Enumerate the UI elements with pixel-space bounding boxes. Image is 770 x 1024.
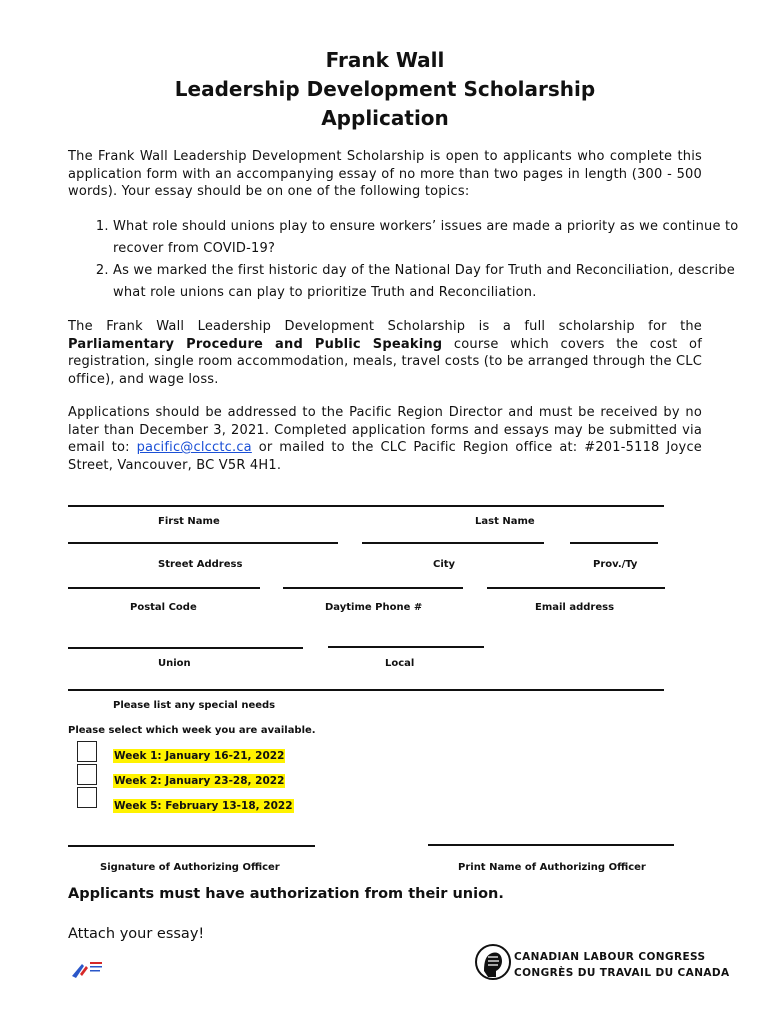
select-week-label: Please select which week you are available.: [68, 725, 316, 736]
union-label-logo-icon: [70, 956, 106, 980]
intro-paragraph: The Frank Wall Leadership Development Scholarship is open to applicants who complete this application form with an accompanying essay of no more than two pages in length (300 - 500 words). Your essay should be on one of the following topics:: [68, 149, 702, 199]
union-label: Union: [158, 658, 191, 669]
daytime-phone-line[interactable]: [283, 587, 463, 589]
signature-label: Signature of Authorizing Officer: [100, 862, 280, 873]
title-line-2: Leadership Development Scholarship: [174, 77, 596, 101]
title-line-3: Application: [321, 106, 449, 130]
authorization-note: Applicants must have authorization from their union.: [68, 886, 504, 902]
week-1-option: Week 1: January 16-21, 2022: [114, 750, 285, 762]
scholarship-text-after: course which covers the cost of registration, single room accommodation, meals, travel costs (to be arranged through the CLC office), and wage loss.: [68, 336, 702, 387]
title-line-1: Frank Wall: [325, 48, 445, 72]
special-needs-line[interactable]: [68, 689, 664, 691]
city-label: City: [433, 559, 456, 570]
applications-text-before: Applications should be addressed to the Pacific Region Director and must be received by no later than December 3, 2021. Completed application forms and essays may be submitted via email to:: [68, 405, 702, 455]
street-address-line[interactable]: [68, 542, 338, 544]
postal-code-label: Postal Code: [130, 602, 197, 613]
applications-paragraph: [68, 404, 702, 474]
topic-item: 1. What role should unions play to ensure workers’ issues are made a priority as we continue to recover from COVID-19?: [113, 216, 747, 260]
city-line[interactable]: [362, 542, 544, 544]
scholarship-text-before: The Frank Wall Leadership Development Scholarship is a full scholarship for the: [68, 319, 702, 334]
week-2-option: Week 2: January 23-28, 2022: [114, 775, 285, 787]
local-label: Local: [385, 658, 415, 669]
attach-note: Attach your essay!: [68, 926, 205, 942]
clc-name-english: CANADIAN LABOUR CONGRESS: [514, 951, 706, 963]
week-1-checkbox[interactable]: [77, 741, 97, 762]
province-line[interactable]: [570, 542, 658, 544]
topics-list: [68, 216, 747, 304]
applications-text-after: or mailed to the CLC Pacific Region office at: #201-5118 Joyce Street, Vancouver, BC V5R 4H1.: [68, 440, 702, 473]
page-title: [0, 46, 770, 133]
local-line[interactable]: [328, 646, 484, 648]
week-5-checkbox[interactable]: [77, 787, 97, 808]
print-name-label: Print Name of Authorizing Officer: [458, 862, 646, 873]
special-needs-label: Please list any special needs: [113, 700, 276, 711]
first-name-label: First Name: [158, 516, 220, 527]
scholarship-paragraph: [68, 318, 702, 388]
province-label: Prov./Ty: [593, 559, 638, 570]
daytime-phone-label: Daytime Phone #: [325, 602, 423, 613]
postal-code-line[interactable]: [68, 587, 260, 589]
street-address-label: Street Address: [158, 559, 243, 570]
email-link[interactable]: pacific@clcctc.ca: [136, 440, 252, 455]
union-line[interactable]: [68, 647, 303, 649]
last-name-label: Last Name: [475, 516, 535, 527]
email-address-label: Email address: [535, 602, 615, 613]
email-address-line[interactable]: [487, 587, 665, 589]
week-2-checkbox[interactable]: [77, 764, 97, 785]
name-field-line[interactable]: [68, 505, 664, 507]
signature-line[interactable]: [68, 845, 315, 847]
week-5-option: Week 5: February 13-18, 2022: [114, 800, 293, 812]
topic-item: 2. As we marked the first historic day of the National Day for Truth and Reconciliation, describe what role unions can play to prioritize Truth and Reconciliation.: [113, 260, 747, 304]
clc-fist-logo-icon: [474, 943, 512, 981]
course-name: Parliamentary Procedure and Public Speaking: [68, 336, 443, 352]
print-name-line[interactable]: [428, 844, 674, 846]
clc-name-french: CONGRÈS DU TRAVAIL DU CANADA: [514, 967, 730, 979]
